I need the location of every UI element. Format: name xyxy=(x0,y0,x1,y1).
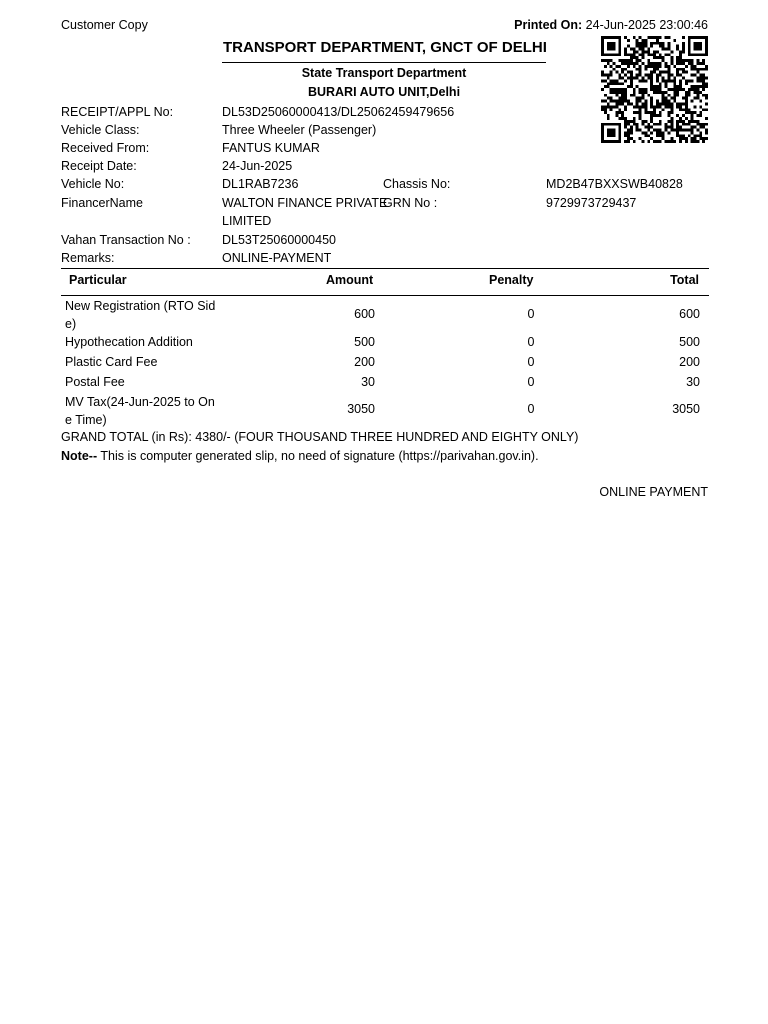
vehicle-no-value: DL1RAB7236 xyxy=(222,177,299,191)
qr-code-icon xyxy=(601,36,708,143)
note xyxy=(61,449,539,463)
table-header-divider xyxy=(61,295,709,296)
row-penalty: 0 xyxy=(527,307,535,321)
payment-mode: ONLINE PAYMENT xyxy=(599,485,708,499)
receipt-date-label: Receipt Date: xyxy=(61,159,137,173)
receipt-value: DL53D25060000413/DL25062459479656 xyxy=(222,105,455,119)
particular-line: e) xyxy=(65,317,77,331)
row-amount: 200 xyxy=(354,355,375,369)
particular-line: New Registration (RTO Sid xyxy=(65,299,216,313)
received-from-label: Received From: xyxy=(61,141,150,155)
column-header-penalty: Penalty xyxy=(489,273,534,287)
row-total: 600 xyxy=(679,307,700,321)
title-divider xyxy=(222,62,546,63)
financer-value-line1: WALTON FINANCE PRIVATE xyxy=(222,196,388,210)
row-total: 3050 xyxy=(672,402,700,416)
grn-label: GRN No : xyxy=(383,196,438,210)
receipt-label: RECEIPT/APPL No: xyxy=(61,105,174,119)
grn-value: 9729973729437 xyxy=(546,196,637,210)
financer-value-line2: LIMITED xyxy=(222,214,272,228)
row-penalty: 0 xyxy=(527,335,535,349)
financer-label: FinancerName xyxy=(61,196,143,210)
particular-line: MV Tax(24-Jun-2025 to On xyxy=(65,395,215,409)
column-header-particular: Particular xyxy=(69,273,127,287)
printed-on-value: 24-Jun-2025 23:00:46 xyxy=(585,18,708,32)
unit-subtitle: BURARI AUTO UNIT,Delhi xyxy=(307,85,461,99)
chassis-value: MD2B47BXXSWB40828 xyxy=(546,177,683,191)
printed-on-label: Printed On: xyxy=(514,18,583,32)
row-amount: 600 xyxy=(354,307,375,321)
grand-total: GRAND TOTAL (in Rs): 4380/- (FOUR THOUSAND THREE HUNDRED AND EIGHTY ONLY) xyxy=(61,430,579,444)
table-top-divider xyxy=(61,268,709,269)
note-label: Note-- xyxy=(61,449,98,463)
row-particular: Plastic Card Fee xyxy=(65,355,158,369)
row-penalty: 0 xyxy=(527,355,535,369)
row-amount: 3050 xyxy=(347,402,375,416)
table-row-particular xyxy=(65,297,215,333)
remarks-label: Remarks: xyxy=(61,251,115,265)
copy-label: Customer Copy xyxy=(61,18,148,32)
vahan-value: DL53T25060000450 xyxy=(222,233,336,247)
note-text: This is computer generated slip, no need of signature (https://parivahan.gov.in). xyxy=(97,449,539,463)
row-total: 500 xyxy=(679,335,700,349)
printed-on xyxy=(514,18,708,32)
row-amount: 500 xyxy=(354,335,375,349)
row-particular: Hypothecation Addition xyxy=(65,335,193,349)
row-amount: 30 xyxy=(361,375,375,389)
particular-line: e Time) xyxy=(65,413,107,427)
department-subtitle: State Transport Department xyxy=(301,66,467,80)
vehicle-class-value: Three Wheeler (Passenger) xyxy=(222,123,377,137)
column-header-amount: Amount xyxy=(326,273,374,287)
remarks-value: ONLINE-PAYMENT xyxy=(222,251,332,265)
page-title: TRANSPORT DEPARTMENT, GNCT OF DELHI xyxy=(223,39,547,56)
vehicle-no-label: Vehicle No: xyxy=(61,177,125,191)
row-penalty: 0 xyxy=(527,375,535,389)
row-total: 200 xyxy=(679,355,700,369)
row-penalty: 0 xyxy=(527,402,535,416)
vahan-label: Vahan Transaction No : xyxy=(61,233,191,247)
row-total: 30 xyxy=(686,375,700,389)
vehicle-class-label: Vehicle Class: xyxy=(61,123,140,137)
table-row-particular xyxy=(65,393,215,429)
row-particular: Postal Fee xyxy=(65,375,125,389)
receipt-date-value: 24-Jun-2025 xyxy=(222,159,293,173)
column-header-total: Total xyxy=(670,273,699,287)
chassis-label: Chassis No: xyxy=(383,177,451,191)
received-from-value: FANTUS KUMAR xyxy=(222,141,320,155)
